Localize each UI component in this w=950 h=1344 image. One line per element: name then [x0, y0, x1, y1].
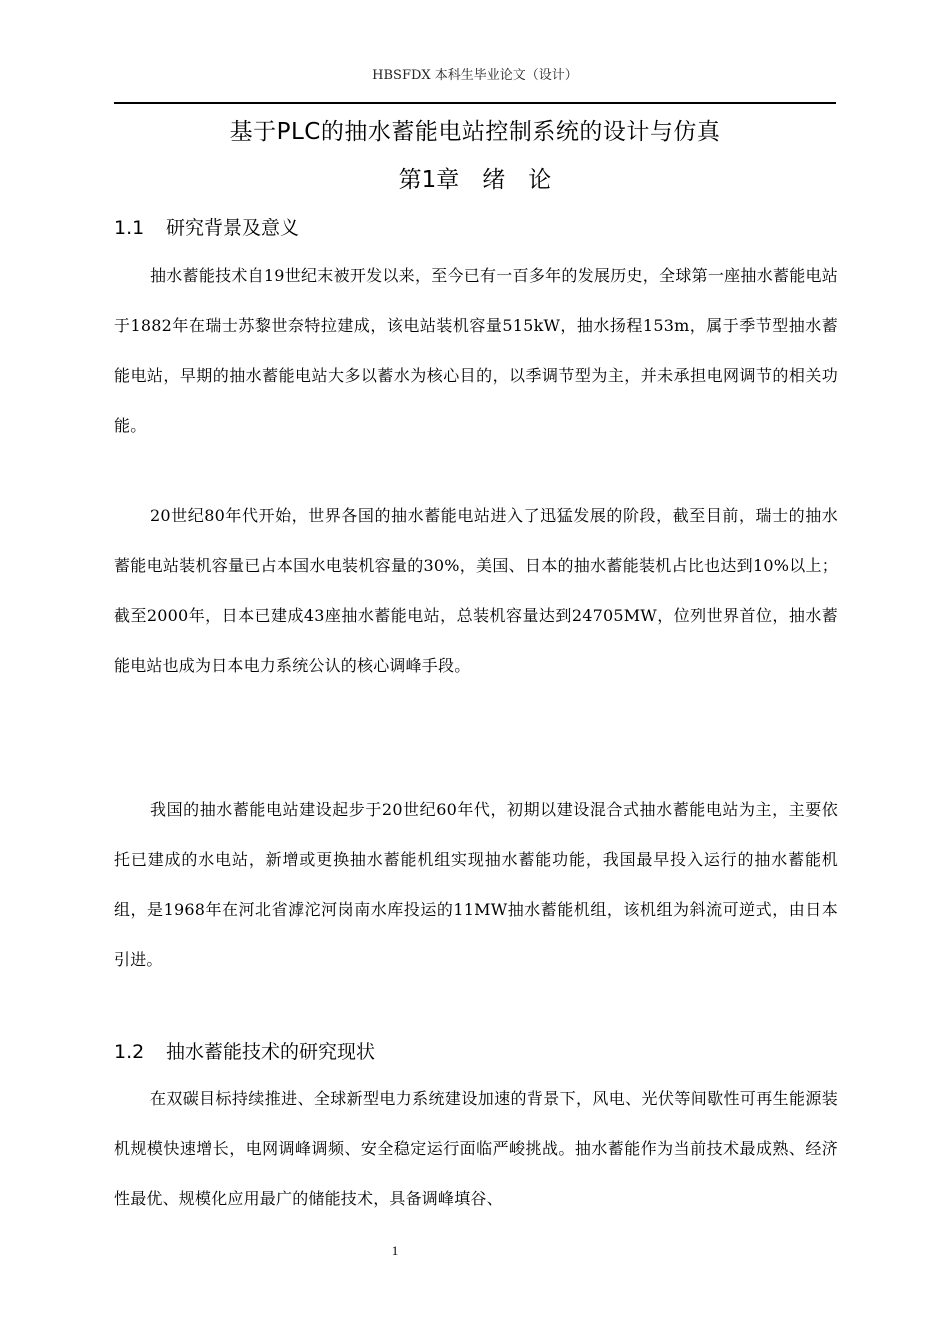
section-number: 1.1 — [114, 217, 145, 239]
thesis-title: 基于PLC的抽水蓄能电站控制系统的设计与仿真 — [229, 119, 721, 145]
body-paragraph-3: 我国的抽水蓄能电站建设起步于20世纪60年代，初期以建设混合式抽水蓄能电站为主，主要依托已建成的水电站，新增或更换抽水蓄能机组实现抽水蓄能功能，我国最早投入运行的抽水蓄能机组，是1968年在河北省滹沱河岗南水库投运的11MW抽水蓄能机组，该机组为斜流可逆式，由日本引进。 — [114, 800, 838, 969]
body-paragraph-2: 20世纪80年代开始，世界各国的抽水蓄能电站进入了迅猛发展的阶段，截至目前，瑞士的抽水蓄能电站装机容量已占本国水电装机容量的30%，美国、日本的抽水蓄能装机占比也达到10%以上；截至2000年，日本已建成43座抽水蓄能电站，总装机容量达到24705MW，位列世界首位，抽水蓄能电站也成为日本电力系统公认的核心调峰手段。 — [114, 506, 838, 675]
section-heading-1-1 — [114, 214, 299, 242]
header-divider — [114, 102, 836, 104]
page-number: 1 — [391, 1243, 399, 1258]
section-title: 研究背景及意义 — [166, 217, 300, 239]
chapter-heading: 第1章 绪 论 — [398, 167, 552, 193]
section-number: 1.2 — [114, 1041, 145, 1063]
running-header: HBSFDX 本科生毕业论文（设计） — [372, 68, 578, 83]
section-title: 抽水蓄能技术的研究现状 — [166, 1041, 376, 1063]
body-paragraph-4: 在双碳目标持续推进、全球新型电力系统建设加速的背景下，风电、光伏等间歇性可再生能源装机规模快速增长，电网调峰调频、安全稳定运行面临严峻挑战。抽水蓄能作为当前技术最成熟、经济性最优、规模化应用最广的储能技术，具备调峰填谷、 — [114, 1089, 838, 1208]
body-paragraph-1: 抽水蓄能技术自19世纪末被开发以来，至今已有一百多年的发展历史，全球第一座抽水蓄能电站于1882年在瑞士苏黎世奈特拉建成，该电站装机容量515kW，抽水扬程153m，属于季节型抽水蓄能电站，早期的抽水蓄能电站大多以蓄水为核心目的，以季调节型为主，并未承担电网调节的相关功能。 — [114, 266, 838, 435]
section-heading-1-2 — [114, 1038, 375, 1066]
